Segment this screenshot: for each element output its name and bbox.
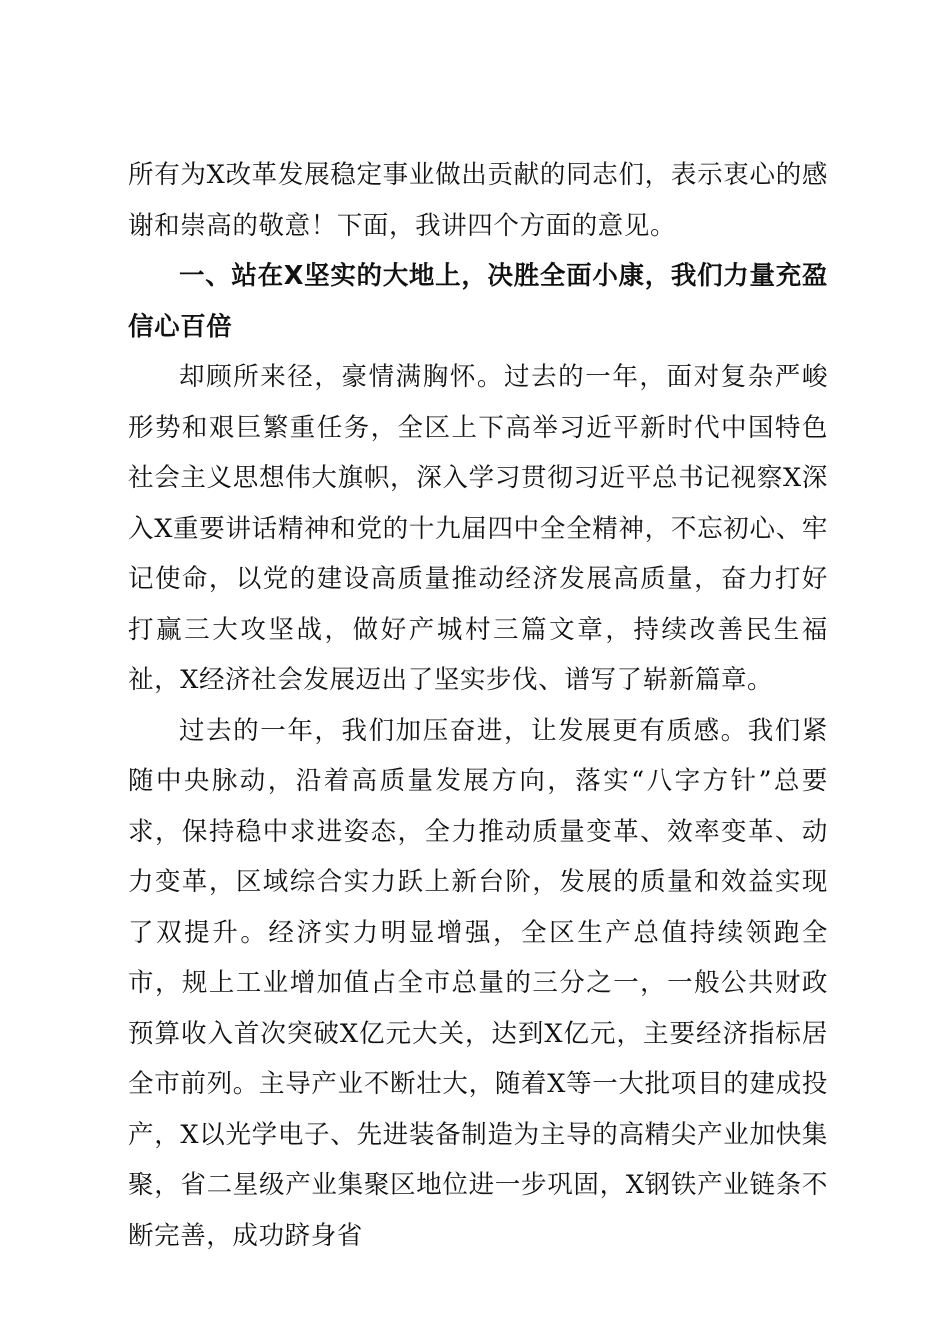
paragraph-intro: 所有为X改革发展稳定事业做出贡献的同志们，表示衷心的感谢和崇高的敬意！下面，我讲四个方面的意见。 (128, 160, 828, 241)
paragraph-review: 却顾所来径，豪情满胸怀。过去的一年，面对复杂严峻形势和艰巨繁重任务，全区上下高举习近平新时代中国特色社会主义思想伟大旗帜，深入学习贯彻习近平总书记视察X深入X重要讲话精神和党的十九届四中全全精神，不忘初心、牢记使命，以党的建设高质量推动经济发展高质量，奋力打好打赢三大攻坚战，做好产城村三篇文章，持续改善民生福祉，X经济社会发展迈出了坚实步伐、谱写了崭新篇章。 (128, 362, 828, 695)
section-heading: 一、站在X坚实的大地上，决胜全面小康，我们力量充盈信心百倍 (128, 261, 828, 342)
paragraph-development: 过去的一年，我们加压奋进，让发展更有质感。我们紧随中央脉动，沿着高质量发展方向，落实“八字方针”总要求，保持稳中求进姿态，全力推动质量变革、效率变革、动力变革，区域综合实力跃上新台阶，发展的质量和效益实现了双提升。经济实力明显增强，全区生产总值持续领跑全市，规上工业增加值占全市总量的三分之一，一般公共财政预算收入首次突破X亿元大关，达到X亿元，主要经济指标居全市前列。主导产业不断壮大，随着X等一大批项目的建成投产，X以光学电子、先进装备制造为主导的高精尖产业加快集聚，省二星级产业集聚区地位进一步巩固，X钢铁产业链条不断完善，成功跻身省 (128, 715, 828, 1251)
document-body (128, 150, 828, 1261)
